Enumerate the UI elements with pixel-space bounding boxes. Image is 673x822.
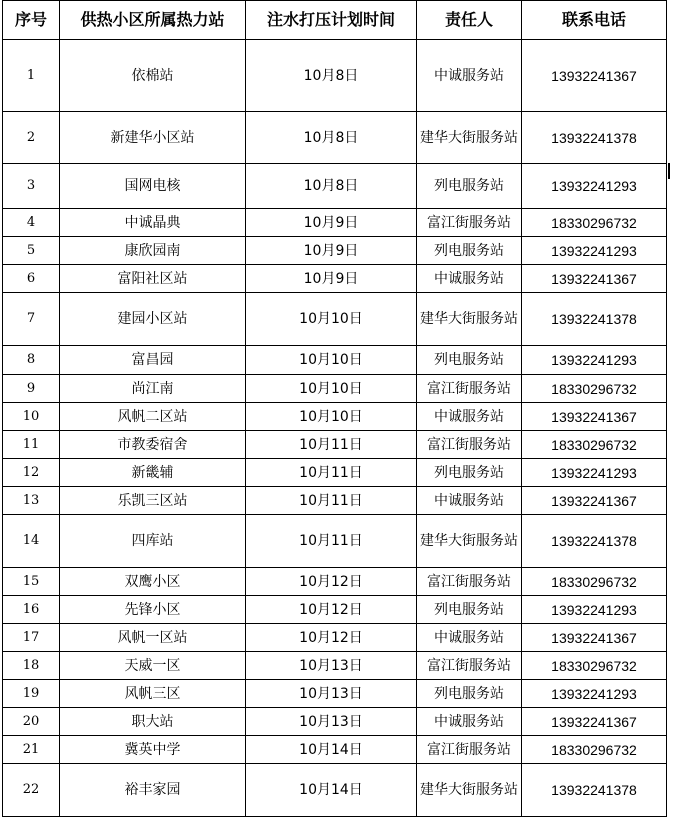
schedule-date: 10月8日 xyxy=(246,112,417,164)
row-number: 16 xyxy=(3,596,60,624)
row-number: 2 xyxy=(3,112,60,164)
contact-phone: 13932241293 xyxy=(522,164,667,209)
schedule-date: 10月11日 xyxy=(246,431,417,459)
responsible-person: 建华大街服务站 xyxy=(417,515,522,568)
responsible-person: 列电服务站 xyxy=(417,680,522,708)
row-number: 11 xyxy=(3,431,60,459)
station-name: 天威一区 xyxy=(60,652,246,680)
table-row xyxy=(3,164,667,209)
station-name: 新建华小区站 xyxy=(60,112,246,164)
responsible-person: 建华大街服务站 xyxy=(417,112,522,164)
contact-phone: 13932241293 xyxy=(522,346,667,375)
station-name: 冀英中学 xyxy=(60,736,246,764)
header-row xyxy=(3,1,667,40)
table-row xyxy=(3,652,667,680)
contact-phone: 18330296732 xyxy=(522,209,667,237)
contact-phone: 18330296732 xyxy=(522,652,667,680)
row-number: 9 xyxy=(3,375,60,403)
row-number: 4 xyxy=(3,209,60,237)
header-cell: 责任人 xyxy=(417,1,522,40)
table-row xyxy=(3,596,667,624)
station-name: 乐凯三区站 xyxy=(60,487,246,515)
table-row xyxy=(3,624,667,652)
contact-phone: 13932241367 xyxy=(522,403,667,431)
responsible-person: 富江街服务站 xyxy=(417,568,522,596)
schedule-date: 10月13日 xyxy=(246,680,417,708)
table-row xyxy=(3,459,667,487)
table-row xyxy=(3,112,667,164)
station-name: 风帆二区站 xyxy=(60,403,246,431)
header-cell: 注水打压计划时间 xyxy=(246,1,417,40)
edge-mark xyxy=(668,163,670,179)
responsible-person: 富江街服务站 xyxy=(417,209,522,237)
responsible-person: 中诚服务站 xyxy=(417,265,522,293)
contact-phone: 13932241367 xyxy=(522,265,667,293)
table-row xyxy=(3,487,667,515)
responsible-person: 中诚服务站 xyxy=(417,624,522,652)
contact-phone: 13932241293 xyxy=(522,680,667,708)
station-name: 康欣园南 xyxy=(60,237,246,265)
responsible-person: 中诚服务站 xyxy=(417,708,522,736)
contact-phone: 13932241378 xyxy=(522,293,667,346)
contact-phone: 13932241367 xyxy=(522,708,667,736)
responsible-person: 列电服务站 xyxy=(417,459,522,487)
station-name: 风帆一区站 xyxy=(60,624,246,652)
row-number: 20 xyxy=(3,708,60,736)
row-number: 1 xyxy=(3,40,60,112)
station-name: 风帆三区 xyxy=(60,680,246,708)
table-row xyxy=(3,265,667,293)
header-cell: 序号 xyxy=(3,1,60,40)
contact-phone: 13932241378 xyxy=(522,764,667,817)
row-number: 18 xyxy=(3,652,60,680)
responsible-person: 中诚服务站 xyxy=(417,487,522,515)
schedule-date: 10月13日 xyxy=(246,652,417,680)
responsible-person: 列电服务站 xyxy=(417,164,522,209)
row-number: 3 xyxy=(3,164,60,209)
responsible-person: 中诚服务站 xyxy=(417,403,522,431)
row-number: 19 xyxy=(3,680,60,708)
station-name: 中诚晶典 xyxy=(60,209,246,237)
schedule-table xyxy=(2,0,667,817)
contact-phone: 13932241378 xyxy=(522,112,667,164)
responsible-person: 列电服务站 xyxy=(417,596,522,624)
table-row xyxy=(3,40,667,112)
contact-phone: 13932241293 xyxy=(522,237,667,265)
station-name: 市教委宿舍 xyxy=(60,431,246,459)
table-row xyxy=(3,375,667,403)
table-row xyxy=(3,680,667,708)
responsible-person: 建华大街服务站 xyxy=(417,764,522,817)
station-name: 富阳社区站 xyxy=(60,265,246,293)
contact-phone: 13932241367 xyxy=(522,487,667,515)
table-row xyxy=(3,293,667,346)
table-row xyxy=(3,736,667,764)
row-number: 21 xyxy=(3,736,60,764)
row-number: 13 xyxy=(3,487,60,515)
schedule-date: 10月10日 xyxy=(246,346,417,375)
responsible-person: 建华大街服务站 xyxy=(417,293,522,346)
header-cell: 供热小区所属热力站 xyxy=(60,1,246,40)
table-row xyxy=(3,403,667,431)
schedule-date: 10月10日 xyxy=(246,375,417,403)
contact-phone: 13932241378 xyxy=(522,515,667,568)
schedule-date: 10月12日 xyxy=(246,568,417,596)
table-row xyxy=(3,708,667,736)
station-name: 尚江南 xyxy=(60,375,246,403)
table-body xyxy=(3,40,667,817)
table-row xyxy=(3,515,667,568)
station-name: 职大站 xyxy=(60,708,246,736)
table-row xyxy=(3,568,667,596)
station-name: 先锋小区 xyxy=(60,596,246,624)
row-number: 8 xyxy=(3,346,60,375)
contact-phone: 18330296732 xyxy=(522,431,667,459)
station-name: 裕丰家园 xyxy=(60,764,246,817)
schedule-date: 10月12日 xyxy=(246,624,417,652)
row-number: 7 xyxy=(3,293,60,346)
station-name: 新畿辅 xyxy=(60,459,246,487)
schedule-date: 10月11日 xyxy=(246,515,417,568)
row-number: 15 xyxy=(3,568,60,596)
contact-phone: 18330296732 xyxy=(522,736,667,764)
responsible-person: 中诚服务站 xyxy=(417,40,522,112)
table-row xyxy=(3,431,667,459)
schedule-date: 10月10日 xyxy=(246,293,417,346)
row-number: 14 xyxy=(3,515,60,568)
schedule-date: 10月14日 xyxy=(246,736,417,764)
schedule-date: 10月14日 xyxy=(246,764,417,817)
schedule-date: 10月10日 xyxy=(246,403,417,431)
table-row xyxy=(3,209,667,237)
row-number: 22 xyxy=(3,764,60,817)
schedule-date: 10月12日 xyxy=(246,596,417,624)
schedule-date: 10月9日 xyxy=(246,209,417,237)
schedule-date: 10月9日 xyxy=(246,265,417,293)
schedule-date: 10月9日 xyxy=(246,237,417,265)
responsible-person: 富江街服务站 xyxy=(417,736,522,764)
row-number: 12 xyxy=(3,459,60,487)
row-number: 6 xyxy=(3,265,60,293)
station-name: 建园小区站 xyxy=(60,293,246,346)
contact-phone: 18330296732 xyxy=(522,568,667,596)
station-name: 富昌园 xyxy=(60,346,246,375)
schedule-date: 10月8日 xyxy=(246,40,417,112)
responsible-person: 富江街服务站 xyxy=(417,375,522,403)
responsible-person: 列电服务站 xyxy=(417,237,522,265)
contact-phone: 13932241367 xyxy=(522,40,667,112)
header-cell: 联系电话 xyxy=(522,1,667,40)
schedule-date: 10月8日 xyxy=(246,164,417,209)
schedule-date: 10月11日 xyxy=(246,459,417,487)
row-number: 10 xyxy=(3,403,60,431)
station-name: 国网电核 xyxy=(60,164,246,209)
contact-phone: 13932241367 xyxy=(522,624,667,652)
contact-phone: 13932241293 xyxy=(522,459,667,487)
table-row xyxy=(3,237,667,265)
table-row xyxy=(3,346,667,375)
schedule-date: 10月13日 xyxy=(246,708,417,736)
responsible-person: 富江街服务站 xyxy=(417,431,522,459)
responsible-person: 富江街服务站 xyxy=(417,652,522,680)
station-name: 双鹰小区 xyxy=(60,568,246,596)
contact-phone: 18330296732 xyxy=(522,375,667,403)
contact-phone: 13932241293 xyxy=(522,596,667,624)
row-number: 5 xyxy=(3,237,60,265)
station-name: 依棉站 xyxy=(60,40,246,112)
responsible-person: 列电服务站 xyxy=(417,346,522,375)
station-name: 四库站 xyxy=(60,515,246,568)
table-row xyxy=(3,764,667,817)
row-number: 17 xyxy=(3,624,60,652)
schedule-date: 10月11日 xyxy=(246,487,417,515)
